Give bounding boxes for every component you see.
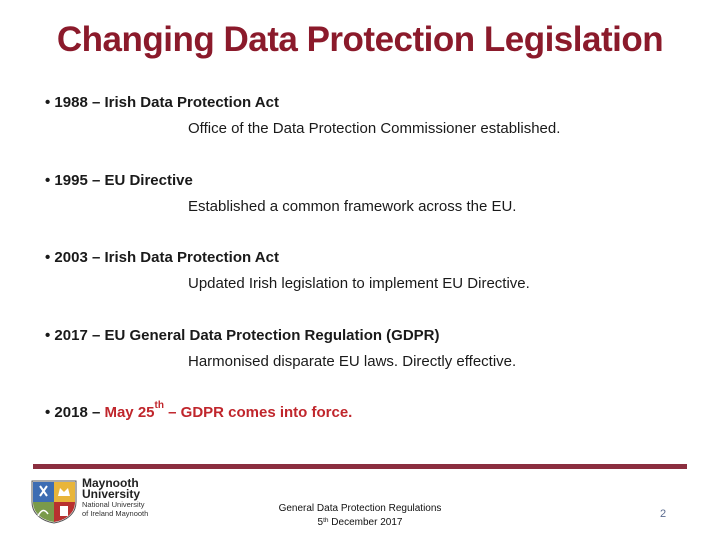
item-heading: • 2003 – Irish Data Protection Act: [45, 249, 279, 266]
date-ordinal: th: [323, 517, 329, 524]
timeline-item-2017: [45, 325, 685, 373]
timeline-item-1988: [45, 92, 685, 140]
logo-line-4: of Ireland Maynooth: [82, 509, 149, 518]
timeline-item-1995: [45, 170, 685, 218]
gdpr-date-highlight: [104, 400, 353, 421]
footer-caption: [230, 502, 490, 530]
slide-title: Changing Data Protection Legislation: [56, 20, 664, 59]
timeline-item-2018: [45, 402, 685, 424]
footer-divider: [33, 464, 687, 469]
timeline-item-2003: [45, 247, 685, 295]
logo-wordmark: [82, 478, 148, 518]
ordinal-suffix: th: [154, 400, 164, 411]
item-prefix: • 2018 –: [45, 404, 105, 421]
item-description: Harmonised disparate EU laws. Directly effective.: [188, 353, 517, 370]
highlight-date: May 25: [104, 404, 155, 421]
highlight-text: – GDPR comes into force.: [163, 404, 353, 421]
logo-line-3: National University: [82, 500, 145, 509]
item-heading: • 2017 – EU General Data Protection Regulation (GDPR): [45, 327, 440, 344]
item-heading: • 1988 – Irish Data Protection Act: [45, 94, 279, 111]
item-heading: [45, 402, 685, 424]
item-description: Office of the Data Protection Commissioner established.: [188, 120, 561, 137]
footer-date: [230, 516, 490, 530]
item-description: Established a common framework across the EU.: [188, 198, 517, 215]
crest-icon: [30, 478, 78, 524]
university-logo: [30, 478, 190, 528]
date-day: 5: [317, 517, 324, 528]
logo-line-1: Maynooth: [82, 476, 139, 490]
item-heading: • 1995 – EU Directive: [45, 172, 193, 189]
item-description: Updated Irish legislation to implement EU Directive.: [188, 275, 530, 292]
date-month-year: December 2017: [328, 517, 403, 528]
page-number: 2: [660, 508, 667, 520]
footer-title: General Data Protection Regulations: [278, 503, 442, 514]
logo-line-2: University: [82, 487, 141, 501]
